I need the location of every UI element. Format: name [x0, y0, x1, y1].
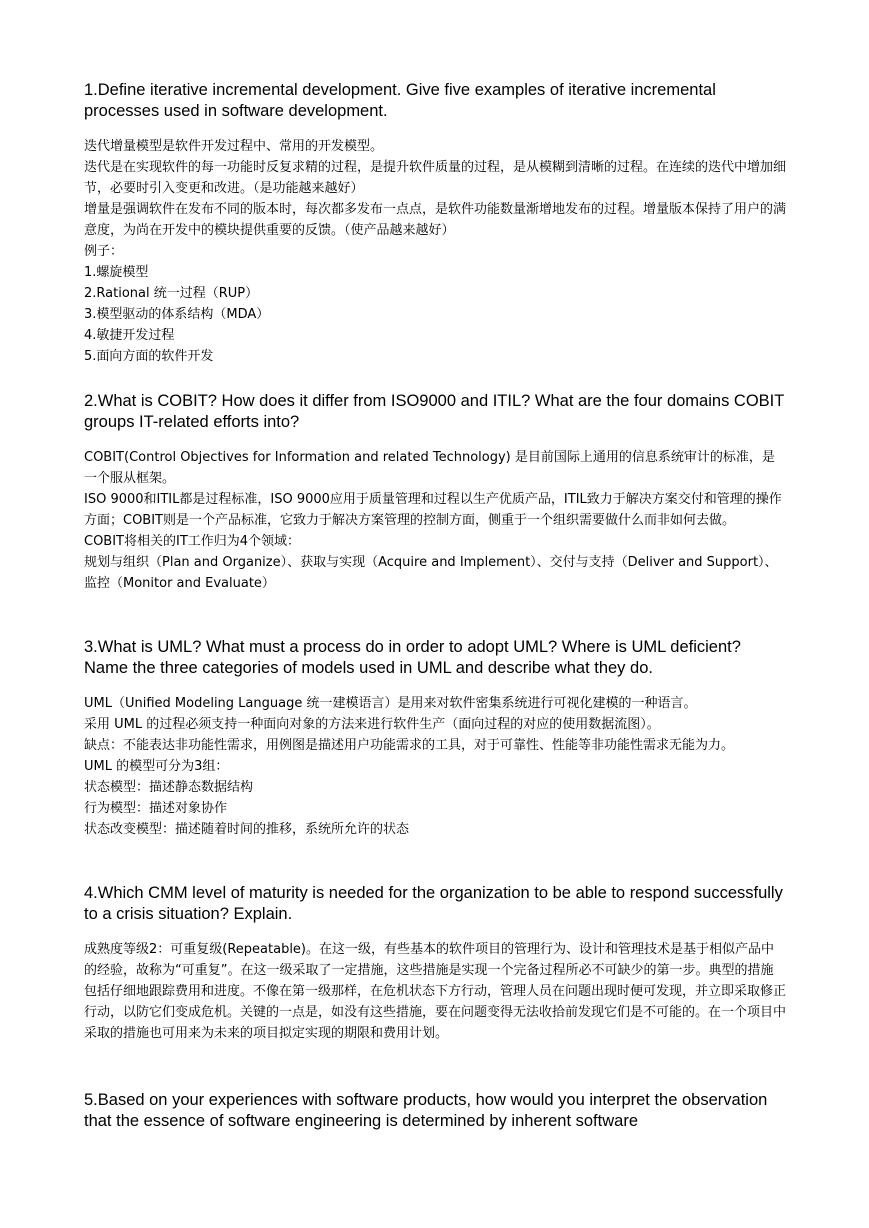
- answer-line: 迭代增量模型是软件开发过程中、常用的开发模型。: [84, 139, 384, 154]
- answer-line: COBIT将相关的IT工作归为4个领域：: [84, 534, 301, 549]
- answer-line: 状态模型：描述静态数据结构: [84, 780, 254, 795]
- question-section-5: [84, 1090, 786, 1146]
- question-section-1: [84, 80, 786, 367]
- answer-line: 5.面向方面的软件开发: [84, 349, 214, 364]
- answer-line: 成熟度等级2：可重复级(Repeatable)。在这一级，有些基本的软件项目的管理行为、设计和管理技术是基于相似产品中的经验，故称为“可重复”。在这一级采取了一定措施，这些措施是实现一个完备过程所必不可缺少的第一步。典型的措施包括仔细地跟踪费用和进度。不像在第一级那样，在危机状态下方行动，管理人员在问题出现时便可发现，并立即采取修正行动，以防它们变成危机。关键的一点是，如没有这些措施，要在问题变得无法收拾前发现它们是不可能的。在一个项目中采取的措施也可用来为未来的项目拟定实现的期限和费用计划。: [84, 942, 787, 1041]
- answer-line: UML（Unified Modeling Language 统一建模语言）是用来对软件密集系统进行可视化建模的一种语言。: [84, 696, 697, 711]
- answer-line: 状态改变模型：描述随着时间的推移，系统所允许的状态: [84, 822, 410, 837]
- question-3-heading: 3.What is UML? What must a process do in order to adopt UML? Where is UML deficient? Name the three categories of models used in UML and describe what they do.: [84, 638, 741, 677]
- question-section-2: [84, 391, 786, 594]
- question-2-heading: 2.What is COBIT? How does it differ from ISO9000 and ITIL? What are the four domains COBIT groups IT-related efforts into?: [84, 392, 785, 431]
- answer-4: [84, 939, 786, 1044]
- answer-line: 例子：: [84, 244, 124, 259]
- answer-line: UML 的模型可分为3组：: [84, 759, 229, 774]
- question-section-3: [84, 637, 786, 840]
- answer-line: 迭代是在实现软件的每一功能时反复求精的过程，是提升软件质量的过程，是从模糊到清晰的过程。在连续的迭代中增加细节，必要时引入变更和改进。（是功能越来越好）: [84, 160, 787, 196]
- answer-line: 1.螺旋模型: [84, 265, 149, 280]
- answer-1: [84, 136, 786, 367]
- answer-line: 规划与组织（Plan and Organize）、获取与实现（Acquire and Implement）、交付与支持（Deliver and Support）、监控（Monitor and Evaluate）: [84, 555, 778, 591]
- question-4-heading: 4.Which CMM level of maturity is needed for the organization to be able to respond successfully to a crisis situation? Explain.: [84, 884, 783, 923]
- answer-3: [84, 693, 786, 840]
- answer-2: [84, 447, 786, 594]
- answer-line: 缺点：不能表达非功能性需求，用例图是描述用户功能需求的工具，对于可靠性、性能等非功能性需求无能为力。: [84, 738, 735, 753]
- question-section-4: [84, 883, 786, 1044]
- answer-line: 4.敏捷开发过程: [84, 328, 175, 343]
- answer-line: 3.模型驱动的体系结构（MDA）: [84, 307, 270, 322]
- answer-line: COBIT(Control Objectives for Information and related Technology) 是目前国际上通用的信息系统审计的标准，是一个服从框架。: [84, 450, 775, 486]
- answer-line: 采用 UML 的过程必须支持一种面向对象的方法来进行软件生产（面向过程的对应的使用数据流图）。: [84, 717, 660, 732]
- answer-line: 行为模型：描述对象协作: [84, 801, 228, 816]
- question-1-heading: 1.Define iterative incremental development. Give five examples of iterative incremental processes used in software development.: [84, 81, 716, 120]
- answer-line: ISO 9000和ITIL都是过程标准，ISO 9000应用于质量管理和过程以生产优质产品，ITIL致力于解决方案交付和管理的操作方面；COBIT则是一个产品标准，它致力于解决方案管理的控制方面，侧重于一个组织需要做什么而非如何去做。: [84, 492, 782, 528]
- question-5-heading: 5.Based on your experiences with software products, how would you interpret the observation that the essence of software engineering is determined by inherent software: [84, 1091, 768, 1130]
- answer-line: 增量是强调软件在发布不同的版本时，每次都多发布一点点，是软件功能数量渐增地发布的过程。增量版本保持了用户的满意度，为尚在开发中的模块提供重要的反馈。（使产品越来越好）: [84, 202, 787, 238]
- answer-line: 2.Rational 统一过程（RUP）: [84, 286, 259, 301]
